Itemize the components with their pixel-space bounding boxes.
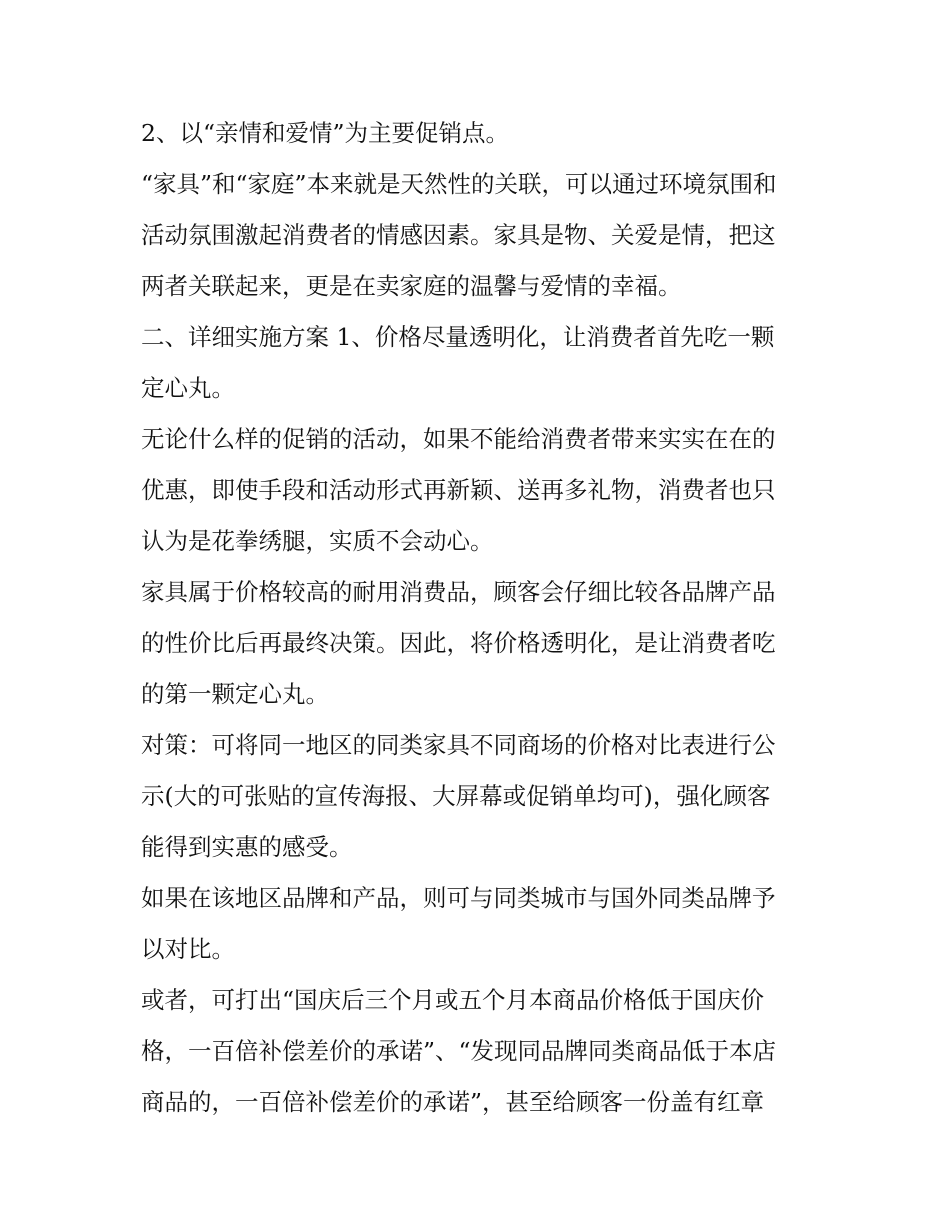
paragraph-promotion-point: 2、以“亲情和爱情”为主要促销点。 bbox=[141, 119, 509, 147]
paragraph-price-guarantee: 或者，可打出“国庆后三个月或五个月本商品价格低于国庆价 格，一百倍补偿差价的承诺”、“发现同品牌同类商品低于本店 商品的，一百倍补偿差价的承诺”，甚至给顾客一份盖有红章 bbox=[141, 986, 777, 1116]
paragraph-countermeasure: 对策：可将同一地区的同类家具不同商场的价格对比表进行公 示(大的可张贴的宣传海报、大屏幕或促销单均可)，强化顾客 能得到实惠的感受。 bbox=[141, 731, 776, 861]
paragraph-price-transparency: 家具属于价格较高的耐用消费品，顾客会仔细比较各品牌产品 的性价比后再最终决策。因此，将价格透明化，是让消费者吃 的第一颗定心丸。 bbox=[141, 578, 776, 708]
paragraph-furniture-family: “家具”和“家庭”本来就是天然性的关联，可以通过环境氛围和 活动氛围激起消费者的情感因素。家具是物、关爱是情，把这 两者关联起来，更是在卖家庭的温馨与爱情的幸福。 bbox=[141, 170, 777, 300]
paragraph-implementation-plan: 二、详细实施方案 1、价格尽量透明化，让消费者首先吃一颗 定心丸。 bbox=[141, 323, 775, 402]
document-body bbox=[141, 108, 821, 1128]
paragraph-comparison: 如果在该地区品牌和产品，则可与同类城市与国外同类品牌予 以对比。 bbox=[141, 884, 776, 963]
paragraph-real-benefits: 无论什么样的促销的活动，如果不能给消费者带来实实在在的 优惠，即使手段和活动形式再新颖、送再多礼物，消费者也只 认为是花拳绣腿，实质不会动心。 bbox=[141, 425, 776, 555]
